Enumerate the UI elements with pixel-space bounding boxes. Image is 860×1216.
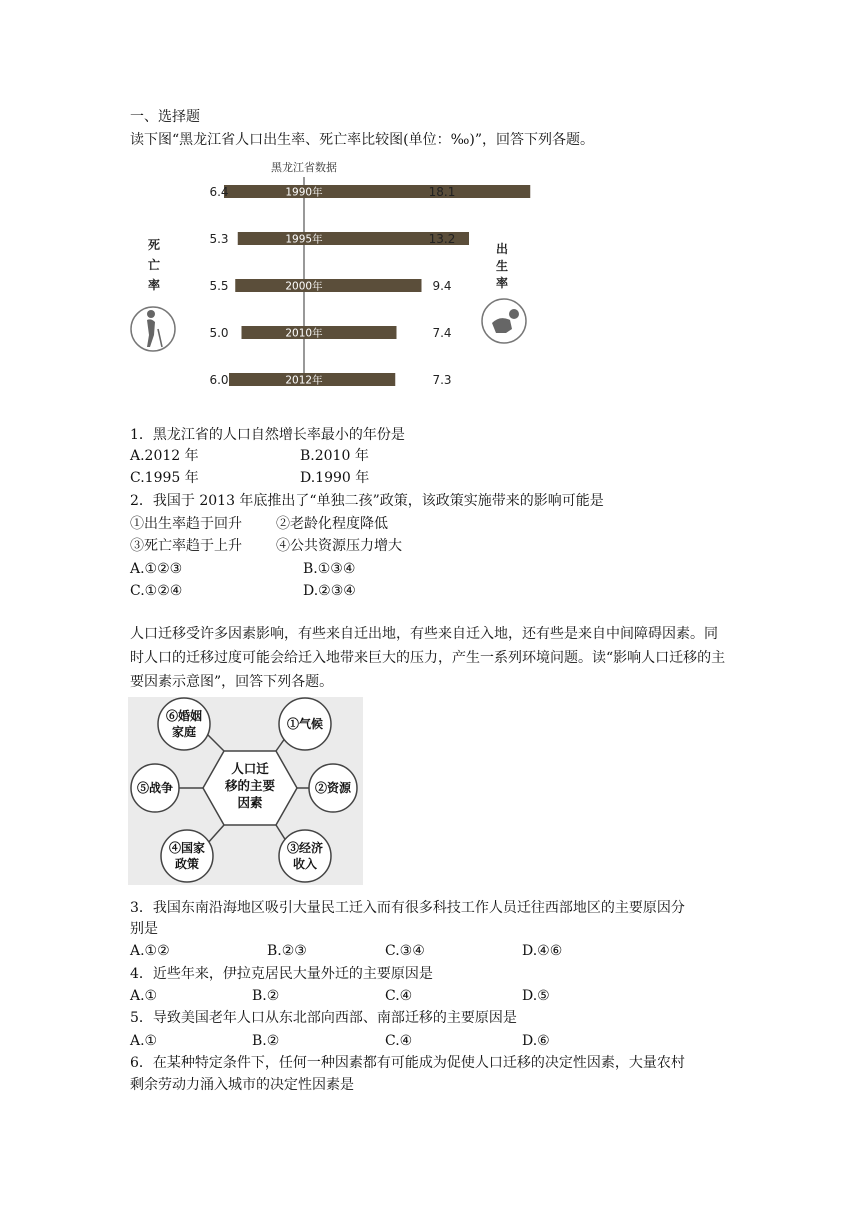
- death-rate-label-2: 亡: [147, 258, 161, 272]
- chart-category-label-4: 2012年: [285, 374, 323, 387]
- birth-rate-label-2: 生: [495, 259, 509, 273]
- death-rate-value-2: 5.5: [209, 279, 229, 293]
- factor-circle-policy: [161, 830, 213, 882]
- factor-resources: ②资源: [314, 781, 352, 795]
- q6-stem-line-1: 6．在某种特定条件下，任何一种因素都有可能成为促使人口迁移的决定性因素，大量农村: [130, 1055, 685, 1071]
- chart-category-label-3: 2010年: [285, 327, 323, 340]
- factor-circle-economy: [279, 830, 331, 882]
- death-rate-value-3: 5.0: [209, 326, 229, 340]
- center-line-3: 因素: [237, 795, 263, 810]
- chart-bar-0: [224, 185, 530, 198]
- q1-option-d: D.1990 年: [300, 470, 370, 486]
- death-rate-value-0: 6.4: [209, 185, 229, 199]
- factor-policy-line-1: ④国家: [168, 841, 206, 855]
- intro-text-2: 人口迁移受许多因素影响，有些来自迁出地，有些来自迁入地，还有些是来自中间障碍因素。同时人口的迁移过度可能会给迁入地带来巨大的压力，产生一系列环境问题。读“影响人口迁移的主要因素示意图”，回答下列各题。: [130, 626, 726, 690]
- section-title: 一、选择题: [130, 109, 200, 125]
- factor-policy-line-2: 政策: [174, 857, 200, 871]
- birth-rate-value-1: 13.2: [428, 232, 456, 246]
- q2-item-1: ①出生率趋于回升: [130, 516, 242, 532]
- chart-svg: [128, 157, 538, 389]
- factor-circle-marriage: [158, 698, 210, 750]
- q3-option-a: A.①②: [130, 943, 170, 959]
- center-line-2: 移的主要: [224, 778, 276, 793]
- q4-option-d: D.⑤: [522, 988, 550, 1004]
- q4-stem: 4．近些年来，伊拉克居民大量外迁的主要原因是: [130, 966, 433, 982]
- birth-rate-value-4: 7.3: [432, 373, 452, 387]
- death-rate-value-4: 6.0: [209, 373, 229, 387]
- factor-climate: ①气候: [286, 717, 324, 731]
- q4-option-b: B.②: [252, 988, 280, 1004]
- chart-category-label-2: 2000年: [285, 280, 323, 293]
- birth-rate-value-2: 9.4: [432, 279, 452, 293]
- birth-rate-label-1: 出: [495, 242, 509, 256]
- q2-item-3: ③死亡率趋于上升: [130, 538, 242, 554]
- q1-option-b: B.2010 年: [300, 448, 369, 464]
- q5-option-d: D.⑥: [522, 1033, 550, 1049]
- q2-item-2: ②老龄化程度降低: [276, 516, 388, 532]
- factor-marriage-line-2: 家庭: [171, 725, 197, 739]
- q2-item-4: ④公共资源压力增大: [276, 538, 402, 554]
- q6-stem-line-2: 剩余劳动力涌入城市的决定性因素是: [130, 1077, 354, 1093]
- birth-death-rate-chart: [128, 157, 538, 389]
- q4-option-c: C.④: [385, 988, 413, 1004]
- q3-option-b: B.②③: [267, 943, 307, 959]
- q3-stem-line-1: 3．我国东南沿海地区吸引大量民工迁入而有很多科技工作人员迁往西部地区的主要原因分: [130, 900, 685, 916]
- q2-option-a: A.①②③: [130, 561, 183, 577]
- death-rate-label-3: 率: [147, 278, 161, 292]
- q3-option-d: D.④⑥: [522, 943, 563, 959]
- q3-option-c: C.③④: [385, 943, 425, 959]
- chart-bar-2: [235, 279, 421, 292]
- q2-stem: 2．我国于 2013 年底推出了“单独二孩”政策，该政策实施带来的影响可能是: [130, 493, 604, 509]
- birth-rate-label-3: 率: [495, 276, 509, 290]
- q5-option-c: C.④: [385, 1033, 413, 1049]
- q5-stem: 5．导致美国老年人口从东北部向西部、南部迁移的主要原因是: [130, 1010, 517, 1026]
- chart-category-label-0: 1990年: [285, 186, 323, 199]
- q2-option-d: D.②③④: [303, 583, 356, 599]
- factor-marriage-line-1: ⑥婚姻: [165, 709, 203, 723]
- q4-option-a: A.①: [130, 988, 158, 1004]
- q1-option-c: C.1995 年: [130, 470, 199, 486]
- q5-option-b: B.②: [252, 1033, 280, 1049]
- intro-text-1: 读下图“黑龙江省人口出生率、死亡率比较图(单位：‰)”，回答下列各题。: [130, 132, 595, 148]
- q2-option-b: B.①③④: [303, 561, 356, 577]
- death-rate-value-1: 5.3: [209, 232, 229, 246]
- factor-war: ⑤战争: [136, 781, 174, 795]
- elderly-person-icon: [131, 307, 175, 351]
- chart-title: 黑龙江省数据: [271, 161, 337, 174]
- death-rate-label-1: 死: [147, 238, 161, 252]
- factor-economy-line-2: 收入: [292, 857, 318, 871]
- birth-rate-value-0: 18.1: [428, 185, 456, 199]
- baby-icon: [482, 299, 526, 343]
- q2-option-c: C.①②④: [130, 583, 183, 599]
- q5-option-a: A.①: [130, 1033, 158, 1049]
- center-line-1: 人口迁: [231, 761, 269, 776]
- q1-stem: 1．黑龙江省的人口自然增长率最小的年份是: [130, 427, 405, 443]
- q3-stem-line-2: 别是: [130, 921, 158, 937]
- diagram-svg: [128, 697, 363, 885]
- factor-economy-line-1: ③经济: [286, 841, 324, 855]
- q1-option-a: A.2012 年: [130, 448, 199, 464]
- birth-rate-value-3: 7.4: [432, 326, 452, 340]
- chart-category-label-1: 1995年: [285, 233, 323, 246]
- migration-factors-diagram: [128, 697, 363, 885]
